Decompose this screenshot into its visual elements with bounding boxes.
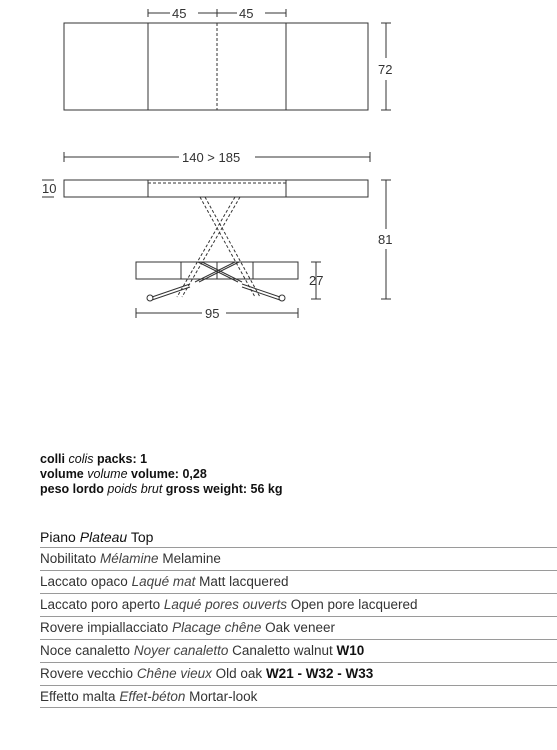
finish-codes: W10	[336, 643, 365, 658]
packs-label-fr: colis	[68, 452, 94, 466]
finish-fr: Effet-béton	[119, 689, 186, 704]
packaging-info	[40, 452, 283, 497]
top-heading-it: Piano	[40, 529, 76, 545]
top-heading	[40, 527, 557, 547]
dim-length: 140 > 185	[182, 150, 241, 165]
top-view-table	[64, 23, 368, 110]
weight-label-fr: poids brut	[107, 482, 163, 496]
finish-fr: Laqué pores ouverts	[163, 597, 287, 612]
finish-it: Nobilitato	[40, 551, 97, 566]
finish-it: Noce canaletto	[40, 643, 131, 658]
volume-label-fr: volume	[87, 467, 128, 481]
finish-codes: W21 - W32 - W33	[265, 666, 374, 681]
dim-min-height: 27	[309, 273, 324, 288]
volume-value: 0,28	[182, 467, 207, 481]
volume-label-en: volume:	[131, 467, 179, 481]
finish-fr: Mélamine	[100, 551, 159, 566]
finish-fr: Noyer canaletto	[133, 643, 229, 658]
finish-row	[40, 685, 557, 708]
finish-fr: Chêne vieux	[136, 666, 212, 681]
finish-it: Effetto malta	[40, 689, 116, 704]
volume-line	[40, 467, 283, 482]
weight-value: 56 kg	[250, 482, 283, 496]
dim-depth: 72	[378, 62, 393, 77]
packs-label-en: packs:	[97, 452, 137, 466]
volume-label-it: volume	[40, 467, 84, 481]
weight-line	[40, 482, 283, 497]
finish-row	[40, 593, 557, 616]
finish-it: Laccato opaco	[40, 574, 128, 589]
finish-row	[40, 570, 557, 593]
finish-en: Matt lacquered	[199, 574, 289, 589]
finish-it: Rovere vecchio	[40, 666, 134, 681]
finish-fr: Placage chêne	[172, 620, 262, 635]
finish-row	[40, 616, 557, 639]
finish-row	[40, 662, 557, 685]
top-heading-fr: Plateau	[79, 529, 128, 545]
dim-top-thickness: 10	[42, 181, 57, 196]
finish-row	[40, 639, 557, 662]
dim-extension-left: 45	[172, 6, 187, 21]
finish-it: Laccato poro aperto	[40, 597, 161, 612]
finish-en: Old oak	[215, 666, 263, 681]
packs-label-it: colli	[40, 452, 66, 466]
finish-it: Rovere impiallacciato	[40, 620, 169, 635]
dim-max-height: 81	[378, 232, 393, 247]
weight-label-it: peso lordo	[40, 482, 104, 496]
packs-value: 1	[140, 452, 148, 466]
packs-line	[40, 452, 283, 467]
top-finishes-table	[40, 527, 557, 708]
dim-extension-right: 45	[239, 6, 254, 21]
dim-base-width: 95	[205, 306, 220, 321]
finish-en: Oak veneer	[265, 620, 335, 635]
finish-fr: Laqué mat	[131, 574, 196, 589]
top-heading-en: Top	[130, 529, 154, 545]
finish-en: Canaletto walnut	[232, 643, 333, 658]
finish-en: Melamine	[162, 551, 221, 566]
finish-en: Open pore lacquered	[290, 597, 418, 612]
scissor-legs	[147, 197, 285, 301]
finish-en: Mortar-look	[189, 689, 258, 704]
finish-row	[40, 547, 557, 570]
weight-label-en: gross weight:	[165, 482, 248, 496]
